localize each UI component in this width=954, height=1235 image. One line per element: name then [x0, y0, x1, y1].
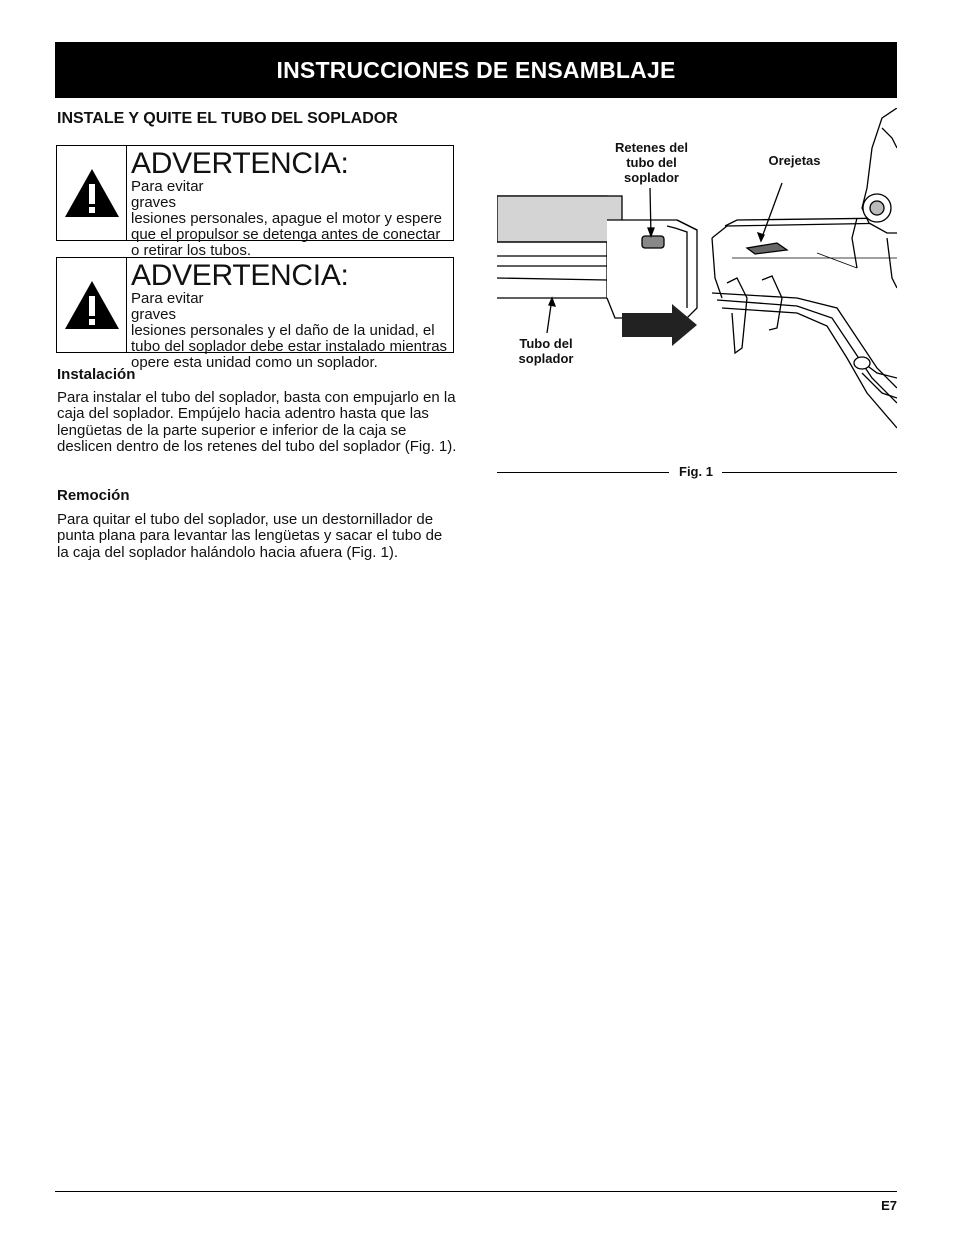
warning-text	[127, 146, 453, 259]
warning-icon-cell	[57, 146, 127, 240]
installation-heading: Instalación	[57, 366, 136, 383]
warning-triangle-icon	[63, 279, 121, 331]
warning-box-1	[56, 145, 454, 259]
warning-word: ADVERTENCIA:	[131, 147, 349, 180]
figure-1	[497, 108, 897, 438]
warning-icon-cell	[57, 258, 127, 352]
footer-rule	[55, 1191, 897, 1192]
figure-caption: Fig. 1	[679, 464, 713, 479]
warning-text	[127, 258, 453, 371]
section-title: INSTALE Y QUITE EL TUBO DEL SOPLADOR	[57, 110, 398, 127]
warning-box-2	[56, 257, 454, 371]
warning-rest: lesiones personales, apague el motor y espere que el propulsor se detenga antes de conectar o retirar los tubos.	[131, 210, 443, 259]
warning-lead: Para evitar graves	[131, 178, 204, 211]
warning-triangle-icon	[63, 167, 121, 219]
figure-caption-rule-left	[497, 472, 669, 473]
warning-word: ADVERTENCIA:	[131, 259, 349, 292]
warning-rest: lesiones personales y el daño de la unidad, el tubo del soplador debe estar instalado mientras opere esta unidad como un soplador.	[131, 322, 448, 371]
warning-lead: Para evitar graves	[131, 290, 204, 323]
figure-caption-rule-right	[722, 472, 897, 473]
installation-text: Para instalar el tubo del soplador, basta con empujarlo en la caja del soplador. Empújelo hacia adentro hasta que las lengüetas de la parte superior e inferior de la caja se deslicen dentro de los retenes del tubo del soplador (Fig. 1).	[57, 389, 457, 455]
page-header	[55, 42, 897, 98]
removal-text: Para quitar el tubo del soplador, use un destornillador de punta plana para levantar las lengüetas y sacar el tubo de la caja del soplador halándolo hacia afuera (Fig. 1).	[57, 511, 443, 561]
blower-tube-illustration	[497, 108, 897, 438]
page-number: E7	[881, 1198, 897, 1213]
header-title: INSTRUCCIONES DE ENSAMBLAJE	[276, 56, 676, 83]
label-tube: Tubo del soplador	[518, 336, 574, 366]
label-tabs: Orejetas	[768, 153, 821, 168]
label-retainers: Retenes del tubo del soplador	[615, 140, 688, 185]
removal-heading: Remoción	[57, 487, 130, 504]
